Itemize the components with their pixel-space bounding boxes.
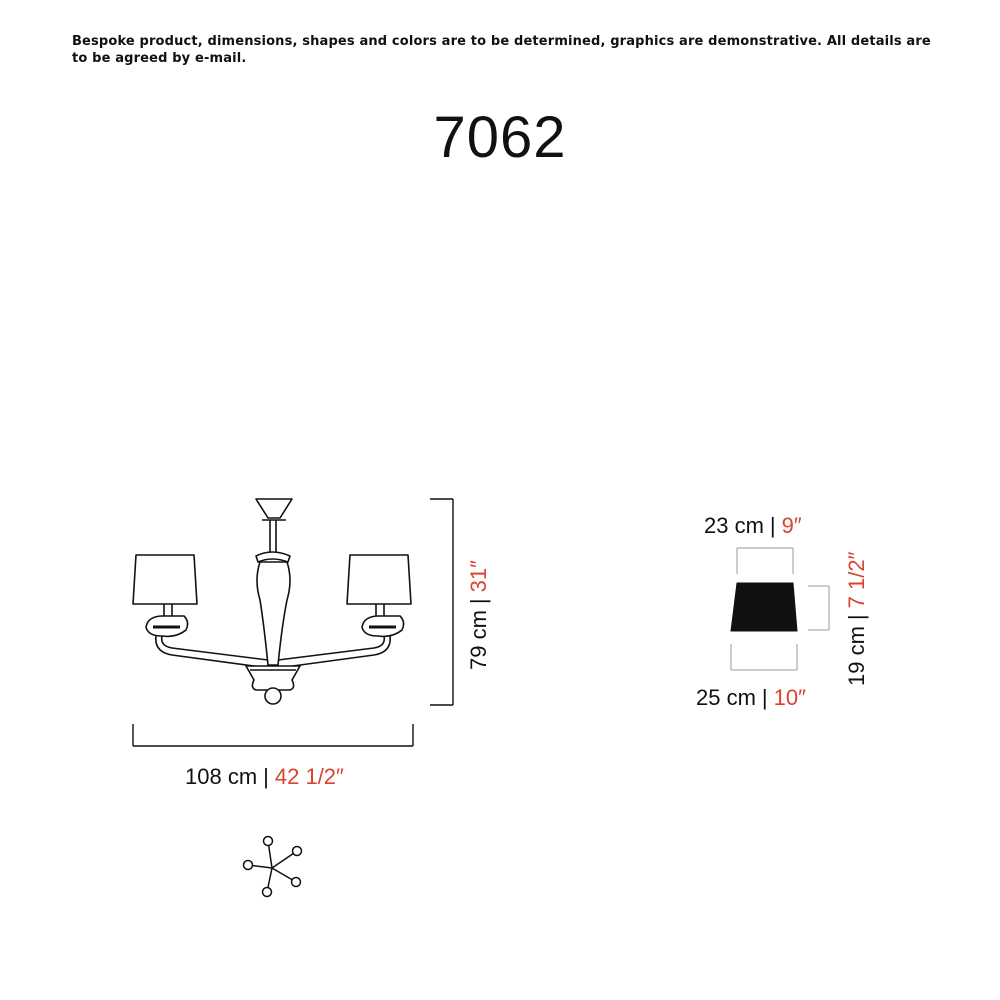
shade-top-imperial: 9″	[781, 513, 802, 538]
width-metric: 108 cm	[185, 764, 258, 789]
shade-bottom-metric: 25 cm	[696, 685, 756, 710]
height-dimension-line	[430, 499, 453, 705]
separator: |	[769, 513, 776, 538]
arm-layout-icon	[244, 837, 302, 897]
height-metric: 79 cm	[466, 610, 491, 670]
chandelier-width-label	[185, 764, 344, 790]
shade-bottom-imperial: 10″	[773, 685, 806, 710]
model-number: 7062	[433, 105, 567, 170]
shade-top-metric: 23 cm	[704, 513, 764, 538]
lampshade-icon	[731, 548, 829, 670]
chandelier-height-label	[466, 560, 492, 670]
width-dimension-line	[133, 724, 413, 746]
shade-height-metric: 19 cm	[844, 626, 869, 686]
separator: |	[263, 764, 269, 789]
separator: |	[844, 614, 869, 621]
separator: |	[761, 685, 768, 710]
disclaimer-text: Bespoke product, dimensions, shapes and colors are to be determined, graphics are demonstrative. All details are to be agreed by e-mail.	[72, 34, 931, 66]
shade-height-imperial: 7 1/2″	[844, 551, 869, 609]
width-imperial: 42 1/2″	[274, 764, 344, 789]
height-imperial: 31″	[466, 560, 491, 593]
shade-top-diameter-label	[704, 513, 802, 539]
chandelier-drawing-icon	[133, 499, 411, 704]
separator: |	[466, 598, 491, 605]
shade-height-label	[844, 552, 870, 686]
shade-bottom-diameter-label	[696, 685, 806, 711]
